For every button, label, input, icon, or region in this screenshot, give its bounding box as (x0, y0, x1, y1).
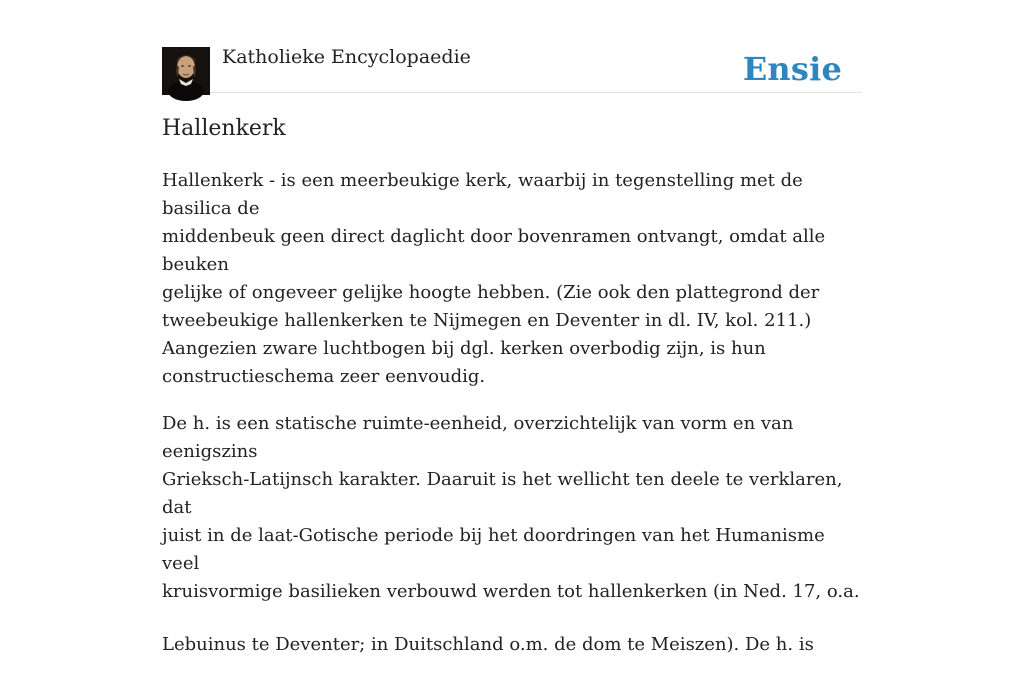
page (162, 0, 862, 655)
article-paragraph: Lebuinus te Deventer; in Duitschland o.m. de dom te Meiszen). De h. is (162, 634, 814, 655)
article-body (162, 167, 862, 678)
article-paragraph: Hallenkerk - is een meerbeukige kerk, waarbij in tegenstelling met de basilica de middenbeuk geen direct daglicht door bovenramen ontvangt, omdat alle beuken gelijke of ongeveer gelijke hoogte hebben. (Zie ook den plattegrond der tweebeukige hallenkerken te Nijmegen en Deventer in dl. IV, kol. 211.) Aangezien zware luchtbogen bij dgl. kerken overbodig zijn, is hun constructieschema zeer eenvoudig. (162, 170, 826, 387)
site-name[interactable]: Katholieke Encyclopaedie (222, 46, 471, 68)
portrait-avatar-icon[interactable] (162, 47, 210, 95)
article-paragraph: De h. is een statische ruimte-eenheid, overzichtelijk van vorm en van eenigszins Grieksch-Latijnsch karakter. Daaruit is het wellicht ten deele te verklaren, dat juist in de laat-Gotische periode bij het doordringen van het Humanisme veel kruisvormige basilieken verbouwd werden tot hallenkerken (in Ned. 17, o.a. (162, 413, 860, 602)
site-header (162, 40, 862, 93)
article-title: Hallenkerk (162, 116, 286, 141)
brand-logo[interactable]: Ensie (742, 50, 842, 88)
